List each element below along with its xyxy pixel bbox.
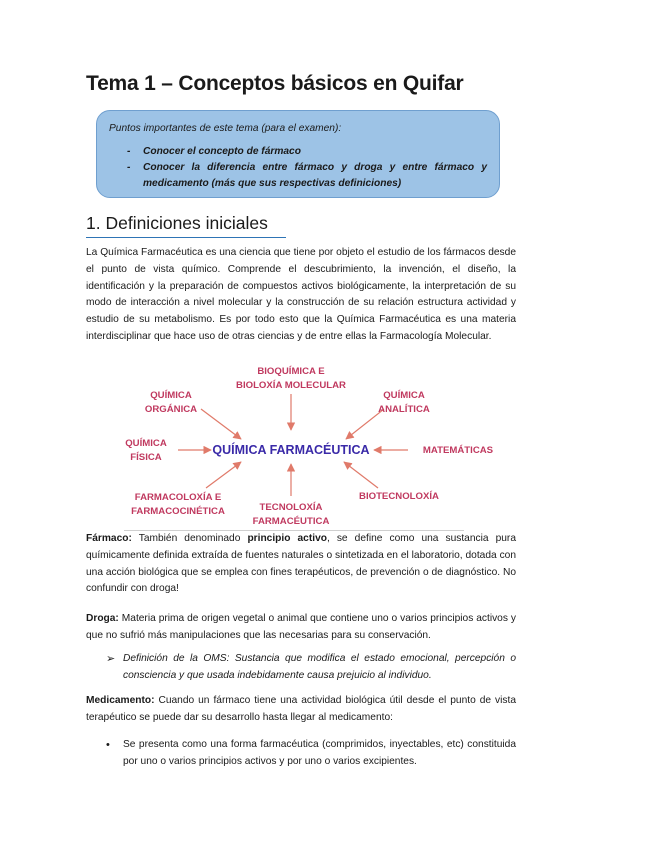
node-physical-chemistry: FÍSICA bbox=[130, 452, 162, 463]
dash-marker: - bbox=[127, 146, 131, 157]
forma-bullet-item bbox=[106, 737, 516, 771]
node-biotechnology: BIOTECNOLOXÍA bbox=[359, 491, 439, 502]
oms-definition-text: Definición de la OMS: Sustancia que modifica el estado emocional, percepción o consciencia y que usada indebidamente causa prejuicio al individuo. bbox=[123, 653, 516, 681]
farmaco-term: Fármaco: bbox=[86, 533, 132, 544]
callout-bullet-text: Conocer el concepto de fármaco bbox=[143, 146, 301, 157]
farmaco-text-a: También denominado bbox=[131, 533, 248, 544]
arrow-top-left bbox=[201, 409, 241, 439]
droga-term: Droga: bbox=[86, 613, 119, 624]
farmaco-paragraph bbox=[86, 531, 516, 598]
arrow-bottom-left bbox=[206, 462, 241, 488]
callout-bullet-text: Conocer la diferencia entre fármaco y droga y entre fármaco y medicamento (más que sus respectivas definiciones) bbox=[143, 162, 487, 189]
node-organic-chemistry: ORGÁNICA bbox=[144, 404, 198, 415]
callout-bullet bbox=[109, 144, 487, 160]
oms-definition-item bbox=[106, 651, 516, 685]
node-physical-chemistry: QUÍMICA bbox=[125, 438, 167, 449]
node-analytical-chemistry: ANALÍTICA bbox=[378, 404, 430, 415]
section-heading: 1. Definiciones iniciales bbox=[86, 213, 286, 238]
medicamento-paragraph bbox=[86, 693, 516, 727]
exam-points-callout bbox=[96, 110, 500, 198]
page-title: Tema 1 – Conceptos básicos en Quifar bbox=[86, 72, 464, 95]
callout-bullet bbox=[109, 160, 487, 192]
medicamento-term: Medicamento: bbox=[86, 695, 155, 706]
node-pharmacology: FARMACOLOXÍA E bbox=[134, 492, 222, 503]
farmaco-highlight: principio activo bbox=[247, 533, 327, 544]
forma-bullet-text: Se presenta como una forma farmacéutica (comprimidos, inyectables, etc) constituida por uno o varios principios activos y por uno o varios excipientes. bbox=[123, 739, 516, 767]
diagram-center-label: QUÍMICA FARMACÉUTICA bbox=[212, 443, 370, 457]
node-pharma-technology: FARMACÉUTICA bbox=[252, 516, 330, 527]
droga-paragraph bbox=[86, 611, 516, 645]
node-biochemistry: BIOLOXÍA MOLECULAR bbox=[236, 380, 346, 391]
concept-diagram bbox=[116, 364, 516, 530]
node-biochemistry: BIOQUÍMICA E bbox=[257, 366, 325, 377]
dot-bullet-icon: • bbox=[106, 739, 110, 751]
callout-lead: Puntos importantes de este tema (para el examen): bbox=[109, 123, 342, 134]
arrow-bullet-icon: ➢ bbox=[106, 653, 116, 665]
node-mathematics: MATEMÁTICAS bbox=[422, 445, 494, 456]
arrow-bottom-right bbox=[344, 462, 378, 488]
dash-marker: - bbox=[127, 162, 131, 173]
node-pharma-technology: TECNOLOXÍA bbox=[259, 502, 323, 513]
intro-paragraph: La Química Farmacéutica es una ciencia que tiene por objeto el estudio de los fármacos desde el punto de vista químico. Comprende el descubrimiento, la invención, el diseño, la identificación y la preparación de compuestos activos biológicamente, la interpretación de su modo de interacción a nivel molecular y la construcción de su relación estructura actividad y estudio de su metabolismo. Es por todo esto que la Química Farmacéutica es una materia interdisciplinar que hace uso de otras ciencias y de entre ellas la Farmacología Molecular. bbox=[86, 247, 516, 342]
node-analytical-chemistry: QUÍMICA bbox=[383, 390, 425, 401]
farmaco-text-b: , se define como una sustancia pura químicamente definida extraída de fuentes naturales o sintetizada en el laboratorio, dotada con una acción biológica que se emplea con fines terapéuticos, de prevención o de diagnóstico. No confundir con droga! bbox=[86, 533, 516, 595]
node-organic-chemistry: QUÍMICA bbox=[150, 390, 192, 401]
medicamento-text: Cuando un fármaco tiene una actividad biológica útil desde el punto de vista terapéutico se puede dar su desarrollo hasta llegar al medicamento: bbox=[86, 695, 516, 723]
diagram-svg bbox=[116, 364, 516, 530]
droga-text: Materia prima de origen vegetal o animal que contiene uno o varios principios activos y que no sufrió más manipulaciones que las necesarias para su conservación. bbox=[86, 613, 516, 641]
node-pharmacology: FARMACOCINÉTICA bbox=[131, 506, 225, 517]
